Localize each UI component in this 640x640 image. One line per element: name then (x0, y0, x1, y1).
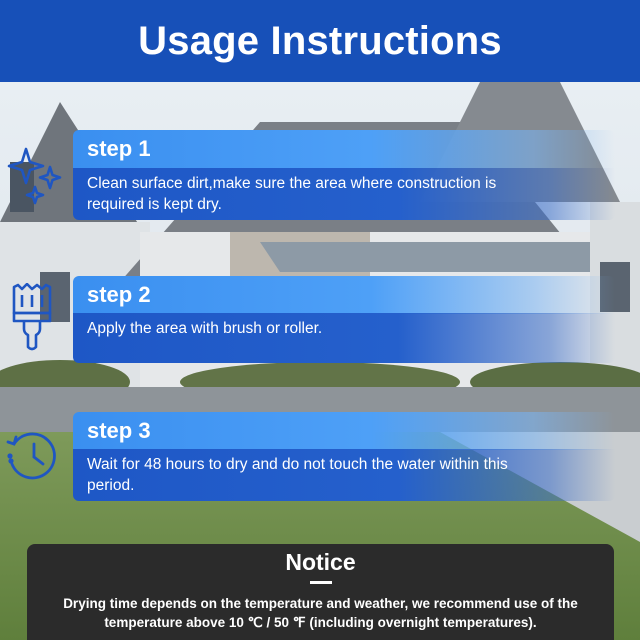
step-1-body (73, 168, 615, 220)
notice-title: Notice (285, 549, 356, 575)
notice-text: Drying time depends on the temperature and weather, we recommend use of the temperature above 10 ℃ / 50 ℉ (including overnight temperatures). (63, 596, 578, 630)
step-1-title: step 1 (87, 136, 151, 161)
step-2-title: step 2 (87, 282, 151, 307)
step-3-text: Wait for 48 hours to dry and do not touch the water within this period. (87, 456, 508, 494)
step-1-text: Clean surface dirt,make sure the area where construction is required is kept dry. (87, 175, 497, 213)
step-2-text: Apply the area with brush or roller. (87, 320, 323, 337)
page-title: Usage Instructions (138, 18, 502, 63)
step-2-body (73, 313, 615, 363)
step-1-header (73, 130, 615, 168)
notice-panel (27, 544, 614, 640)
paint-brush-icon (10, 283, 54, 358)
step-3-title: step 3 (87, 418, 151, 443)
step-2-header (73, 276, 615, 314)
notice-divider (310, 581, 332, 584)
header-banner (0, 0, 640, 82)
sparkle-icon (6, 145, 66, 210)
step-3-header (73, 412, 615, 450)
clock-icon (6, 430, 62, 487)
step-3-body (73, 449, 615, 501)
